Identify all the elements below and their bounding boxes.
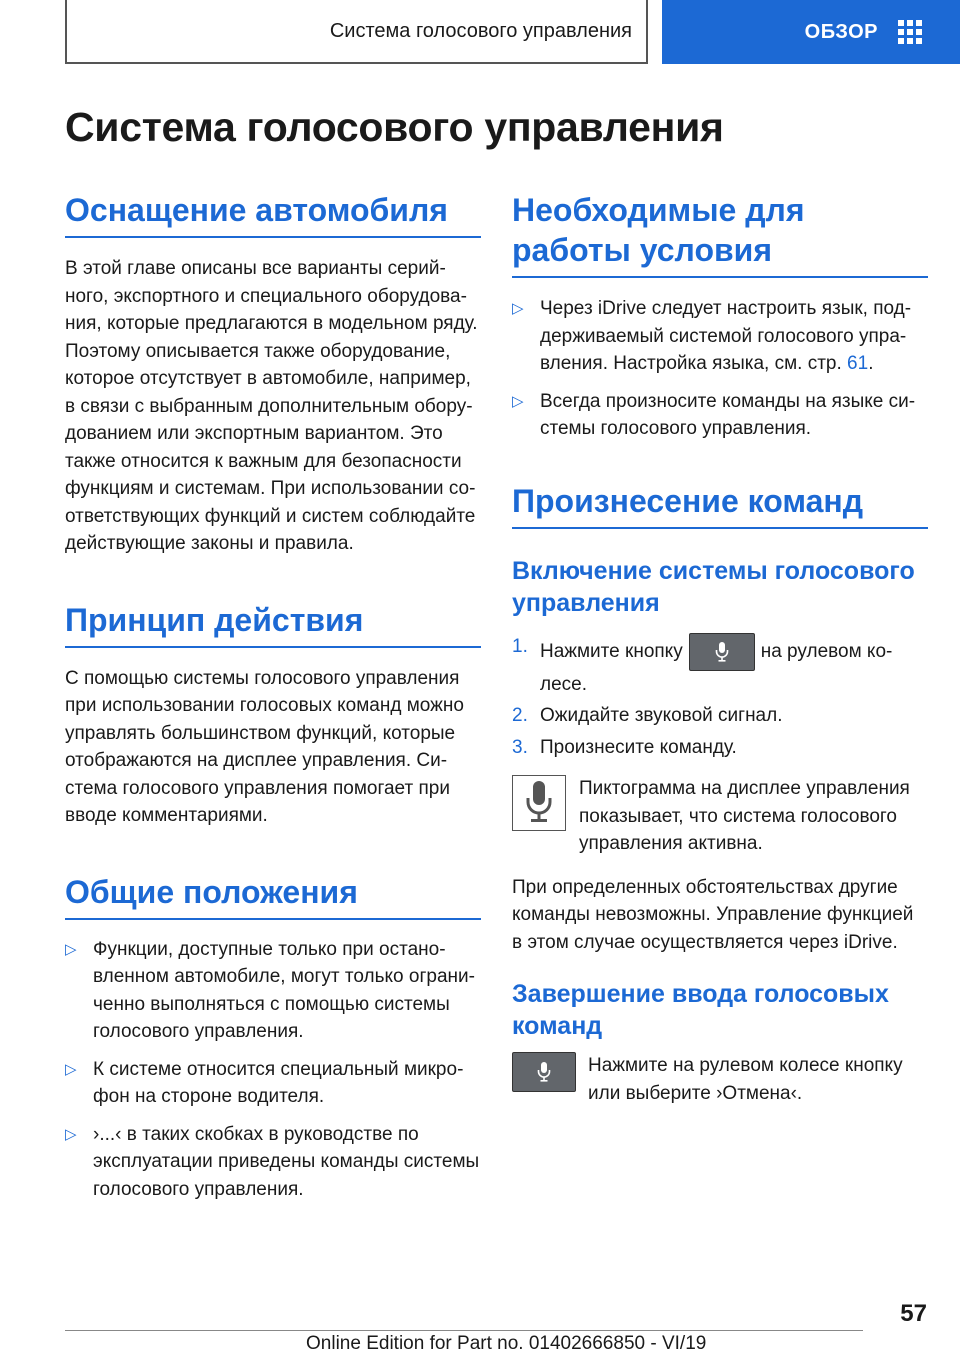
page-link-61[interactable]: 61 xyxy=(847,353,869,374)
voice-button-icon xyxy=(689,633,755,671)
note-text: При определенных обстоятельствах другие команды невозможны. Управление функцией в этом случае осуществляется через iDrive. xyxy=(512,876,914,953)
footer-divider xyxy=(65,1330,863,1331)
heading-principle: Принцип действия xyxy=(65,600,481,648)
triangle-bullet-icon: ▷ xyxy=(512,300,524,317)
principle-text: С помощью системы голосового управления при использовании голосовых команд можно управлять большинством функций, которые отображаются на дисплее управления. Система голосового управления помогает при вводе комментариями. xyxy=(65,667,464,826)
requirement-bullet: ▷ Всегда произносите команды на языке системы голосового управления. xyxy=(512,388,928,443)
voice-button-icon xyxy=(512,1052,576,1092)
header-section: ОБЗОР xyxy=(804,20,878,43)
triangle-bullet-icon: ▷ xyxy=(65,940,77,958)
page-title: Система голосового управления xyxy=(65,104,724,150)
grid-menu-icon[interactable] xyxy=(898,20,922,44)
step-item: 1. Нажмите кнопку на рулевом колесе. xyxy=(512,633,928,699)
step-item: 3. Произнесите команду. xyxy=(512,736,737,758)
triangle-bullet-icon: ▷ xyxy=(512,392,524,410)
heading-activate-voice: Включение системы голосового управления xyxy=(512,556,915,617)
heading-general: Общие положения xyxy=(65,872,481,920)
general-bullet: ▷ К системе относится специальный микрофон на стороне водителя. xyxy=(65,1056,481,1111)
header-chapter: Система голосового управления xyxy=(329,19,632,42)
heading-requirements: Необходимые для работы условия xyxy=(512,190,928,278)
page-number: 57 xyxy=(900,1300,927,1327)
pictogram-note: Пиктограмма на дисплее управления показывает, что система голосового управления активна. xyxy=(512,775,928,858)
footer-edition: Online Edition for Part no. 01402666850 - VI/19 xyxy=(306,1333,707,1354)
header-section-tab[interactable] xyxy=(662,0,960,64)
step-item: 2. Ожидайте звуковой сигнал. xyxy=(512,705,783,726)
header-chapter-box xyxy=(65,0,648,64)
triangle-bullet-icon: ▷ xyxy=(65,1125,77,1143)
general-bullet: ▷ Функции, доступные только при остановленном автомобиле, могут только ограниченно выполняться с помощью системы голосового управления. xyxy=(65,936,481,1046)
microphone-icon xyxy=(512,775,566,831)
left-column xyxy=(65,190,481,1203)
triangle-bullet-icon: ▷ xyxy=(65,1060,77,1078)
requirement-bullet: ▷ Через iDrive следует настроить язык, поддерживаемый системой голосового управления. Настройка языка, см. стр. 61. xyxy=(512,295,928,378)
general-bullet: ▷ ›...‹ в таких скобках в руководстве по эксплуатации приведены команды системы голосового управления. xyxy=(65,1121,481,1204)
end-voice-instruction: Нажмите на рулевом колесе кнопку или выберите ›Отмена‹. xyxy=(512,1052,928,1107)
heading-vehicle-equipment: Оснащение автомобиля xyxy=(65,190,481,238)
right-column xyxy=(512,190,928,1107)
vehicle-equipment-text: В этой главе описаны все варианты серийного, экспортного и специального оборудования, которые предлагаются в модельном ряду. Поэтому описывается также оборудование, которое отсутствует в автомобиле, например, в связи с выбранным дополнительным оборудованием или экспортным вариантом. Это также относится к важным для безопасности функциям и системам. При использовании соответствующих функций и систем соблюдайте действующие законы и правила. xyxy=(65,258,478,554)
heading-end-voice: Завершение ввода голосовых команд xyxy=(512,980,889,1040)
heading-commands: Произнесение команд xyxy=(512,481,928,529)
